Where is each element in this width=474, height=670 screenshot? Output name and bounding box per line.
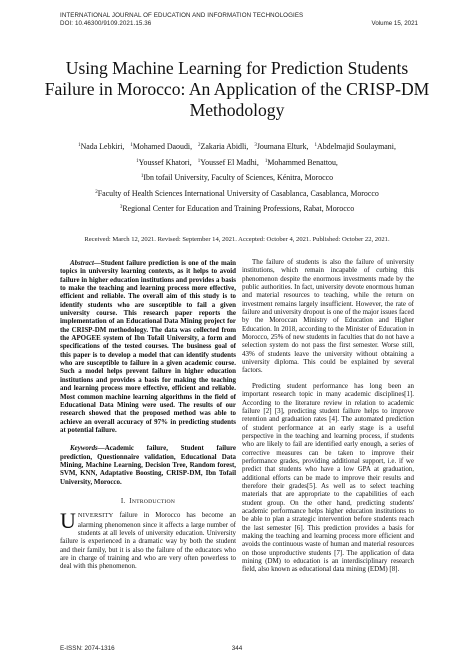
author-name: Abdelmajid Soulaymani,	[317, 142, 396, 151]
right-column	[242, 258, 414, 574]
paper-title: Using Machine Learning for Prediction Students Failure in Morocco: An Application of the CRISP-DM Methodology	[44, 58, 430, 120]
body-paragraph: The failure of students is also the failure of university institutions, which remain incapable of curbing this phenomenon despite the enormous investments made by the public authorities. In fact, university devote enormous human and material resources to teaching, while the return on investment remains largely insufficient. However, the rate of failure and university dropout is one of the major issues faced by the Moroccan Ministry of Education and Higher Education. In 2018, according to the Minister of Education in Morocco, 25% of new students in faculties that do not have a selection system do not pass the first semester. Worse still, 43% of students leave the university without obtaining a university diploma. This could be explained by several factors.	[242, 258, 414, 375]
affiliation-1: $^1$Ibn tofail University, Faculty of Sciences, Kénitra, Morocco	[140, 173, 334, 183]
author-line-1: $^1$Nada Lebkiri, $^1$Mohamed Daoudi, $^2$Zakaria Abidli, $^3$Joumana Elturk, $^1$Abdelmajid Soulaymani,	[78, 142, 396, 151]
author-name: Joumana Elturk,	[256, 142, 309, 151]
author-block	[40, 139, 434, 217]
body-paragraph: Predicting student performance has long been an important research topic in many academic disciplines[1]. According to the literature review in relation to academic failure [2] [3], predicting student failure helps to improve retention and graduation rates [4]. The automated prediction of student performance at an early stage is a useful perspective in the teaching and learning process, if students who are likely to fail are identified early enough, a series of corrective measures can be taken to improve their performance grades, providing additional support, i.e. if we predict that students who have a low GPA at graduation, additional efforts can be made to improve their results and therefore their grades[5]. As well as to select teaching materials that are appropriate to the capabilities of each student group. On the other hand, predicting students' academic performance helps higher education institutions to be able to plan a strategic intervention before students reach the last semester [6]. This prediction provides a basis for making the teaching and learning process more efficient and avoids the continuous waste of human and material resources on those unproductive students [7]. The application of data mining (DM) to education is an interdisciplinary research field, also known as educational data mining (EDM) [8].	[242, 381, 414, 574]
journal-header	[60, 12, 303, 28]
keywords-text: —Academic failure, Student failure prediction, Questionnaire validation, Educational Data Mining, Machine Learning, Decision Tree, Random forest, SVM, KNN, Adaptative Boosting, CRISP-DM, Ibn Tofail University, Morocco.	[60, 444, 236, 486]
volume-label: Volume 15, 2021	[371, 20, 418, 27]
publication-dates: Received: March 12, 2021. Revised: September 14, 2021. Accepted: October 4, 2021. Published: October 22, 2021.	[84, 236, 390, 243]
author-name: Mohamed Daoudi,	[132, 142, 193, 151]
author-name: Zakaria Abidli,	[200, 142, 249, 151]
drop-cap: U	[60, 508, 76, 534]
keywords-heading: Keywords	[70, 444, 98, 453]
abstract	[60, 259, 236, 434]
author-name: Youssef El Madhi,	[200, 157, 259, 167]
left-column	[60, 258, 236, 571]
author-name: Mohammed Benattou,	[267, 157, 338, 167]
doi: DOI: 10.46300/9109.2021.15.36	[60, 20, 152, 27]
issn: E-ISSN: 2074-1316	[60, 645, 115, 652]
journal-name: INTERNATIONAL JOURNAL OF EDUCATION AND INFORMATION TECHNOLOGIES	[60, 12, 304, 19]
introduction-paragraph: UNIVERSITY failure in Morocco has become an alarming phenomenon since it affects a large number of students at all levels of university education. University failure is experienced in a dramatic way by both the student and their family, but it is also the failure of the educators who are in charge of training and who are very often powerless to deal with this phenomenon.	[60, 508, 236, 571]
introduction-heading: I. INTRODUCTION	[120, 496, 176, 505]
abstract-heading: Abstract	[70, 259, 94, 267]
author-name: Nada Lebkiri,	[80, 142, 125, 151]
affiliation-2: $^2$Faculty of Health Sciences International University of Casablanca, Casablanca, Morocco	[95, 188, 379, 198]
author-line-2: $^1$Youssef Khatori, $^1$Youssef El Madhi, $^1$Mohammed Benattou,	[136, 157, 338, 167]
affiliation-3: $^3$Regional Center for Education and Training Professions, Rabat, Morocco	[119, 204, 355, 214]
keywords	[60, 444, 236, 486]
abstract-text: —Student failure prediction is one of the main topics in university learning contexts, as it helps to avoid failure in higher education institutions and provides a basis to make the teaching and learning process more effective, efficient and reliable. The overall aim of this study is to identify students who are susceptible to fail a given university course. This research paper reports the implementation of an Educational Data Mining project for the CRISP-DM methodology. The data was collected from the APOGEE system of Ibn Tofail University, a form and specifications of the tested courses. The business goal of this paper is to develop a model that can identify students who are susceptible to failure in a given academic course. Such a model helps prevent failure in higher education institutions and provides a basis for making the teaching and learning process more effective, efficient and reliable. Most common machine learning algorithms in the field of Educational Data Mining were used. The results of our research showed that the proposed method was able to achieve an overall accuracy of 97% in predicting students at potential failure.	[60, 259, 236, 434]
page-number: 344	[231, 645, 243, 652]
author-name: Youssef Khatori,	[138, 157, 192, 167]
